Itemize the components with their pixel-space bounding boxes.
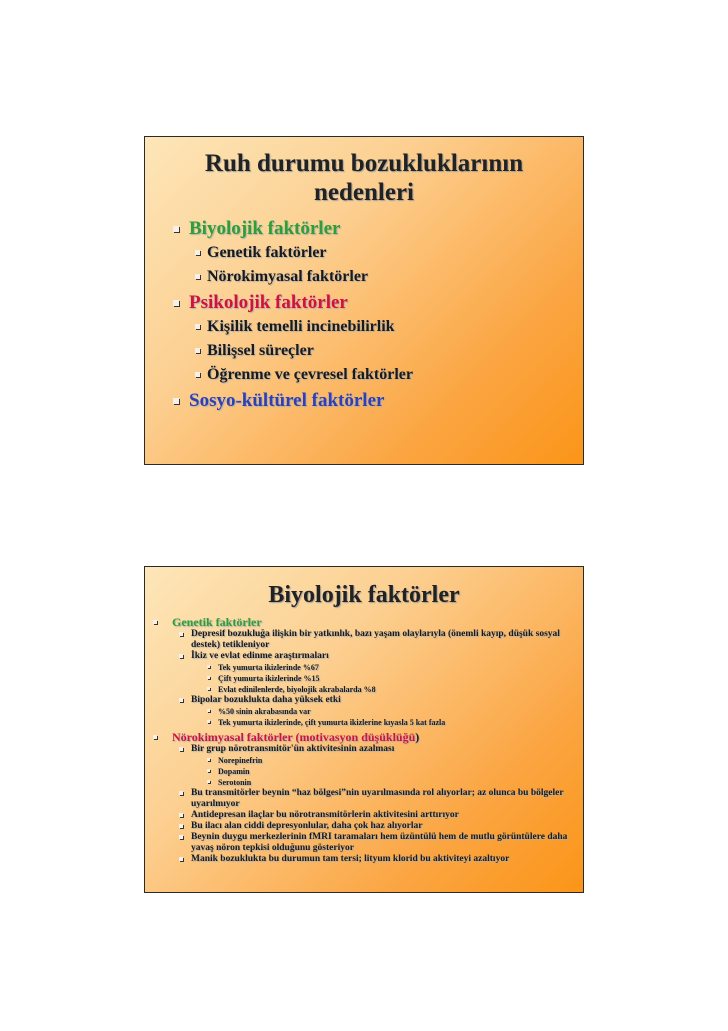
square-bullet-icon <box>173 226 179 232</box>
square-bullet-icon <box>179 698 183 702</box>
square-bullet-icon <box>207 780 210 783</box>
square-bullet-icon <box>195 250 200 255</box>
list-item-genetic: Genetik faktörler Depresif bozukluğa ilişkin bir yatkınlık, bazı yaşam olaylarıyla (önemli kayıp, düşük sosyal destek) tetikleniyor İkiz ve evlat edinme araştırmaları Tek yumurta ikizlerinde %67 Çift yumurta ikizlerinde %15 Evlat edinilenlerde, biyolojik akrabalarda %8 Bipolar bozuklukta daha yüksek etki %50 sinin akrabasında var Tek yumurta ikizlerinde, çift yumurta ikizlerine kıyasla 5 kat fazla <box>151 615 573 728</box>
square-bullet-icon <box>179 835 183 839</box>
title-line-1: Ruh durumu bozukluklarının <box>204 150 524 177</box>
sub-list <box>195 317 413 384</box>
list-item-sociocultural: Sosyo-kültürel faktörler <box>173 389 413 412</box>
list-item-psychological: Psikolojik faktörler Kişilik temelli incinebilirlik Bilişsel süreçler Öğrenme ve çevresel faktörler <box>173 291 413 384</box>
square-bullet-icon <box>195 348 200 353</box>
sub-sub-list <box>207 755 573 788</box>
list-item: Çift yumurta ikizlerinde %15 <box>207 673 573 684</box>
square-bullet-icon <box>195 274 200 279</box>
list-item: Bilişsel süreçler <box>195 341 413 360</box>
sub-list <box>179 629 573 728</box>
slide-causes-of-mood-disorders <box>144 136 584 465</box>
square-bullet-icon <box>179 632 183 636</box>
list-item: Öğrenme ve çevresel faktörler <box>195 365 413 384</box>
biological-factors-list <box>151 615 573 867</box>
list-item: İkiz ve evlat edinme araştırmaları Tek yumurta ikizlerinde %67 Çift yumurta ikizlerinde %15 Evlat edinilenlerde, biyolojik akrabalarda %8 <box>179 651 573 695</box>
list-item: Bu ilacı alan ciddi depresyonlular, daha çok haz alıyorlar <box>179 821 573 832</box>
square-bullet-icon <box>195 372 200 377</box>
square-bullet-icon <box>195 324 200 329</box>
neurochemical-label-suffix: ) <box>415 730 420 744</box>
list-item-neurochemical <box>151 730 573 865</box>
square-bullet-icon <box>179 654 183 658</box>
square-bullet-icon <box>179 824 183 828</box>
square-bullet-icon <box>173 300 179 306</box>
list-item: Kişilik temelli incinebilirlik <box>195 317 413 336</box>
list-item: Depresif bozukluğa ilişkin bir yatkınlık, bazı yaşam olaylarıyla (önemli kayıp, düşük sosyal destek) tetikleniyor <box>179 629 573 651</box>
list-item: Dopamin <box>207 766 573 777</box>
sub-sub-list <box>207 662 573 695</box>
list-item: Tek yumurta ikizlerinde, çift yumurta ikizlerine kıyasla 5 kat fazla <box>207 717 573 728</box>
square-bullet-icon <box>207 769 210 772</box>
slide-title <box>145 149 583 207</box>
square-bullet-icon <box>207 709 210 712</box>
sub-sub-list <box>207 706 573 728</box>
list-item: Bipolar bozuklukta daha yüksek etki %50 sinin akrabasında var Tek yumurta ikizlerinde, çift yumurta ikizlerine kıyasla 5 kat fazla <box>179 695 573 728</box>
list-item: Beynin duygu merkezlerinin fMRI taramaları hem üzüntülü hem de mutlu görüntülere daha yavaş nöron tepkisi olduğunu gösteriyor <box>179 832 573 854</box>
list-item-biological: Biyolojik faktörler Genetik faktörler Nörokimyasal faktörler <box>173 217 413 286</box>
sub-list <box>179 744 573 865</box>
list-item: Tek yumurta ikizlerinde %67 <box>207 662 573 673</box>
list-item: Bir grup nörotransmitör'ün aktivitesinin azalması Norepinefrin Dopamin Serotonin <box>179 744 573 788</box>
square-bullet-icon <box>179 857 183 861</box>
slide-biological-factors <box>144 566 584 893</box>
square-bullet-icon <box>153 620 157 624</box>
list-item: %50 sinin akrabasında var <box>207 706 573 717</box>
list-item: Antidepresan ilaçlar bu nörotransmitörlerin aktivitesini arttırıyor <box>179 810 573 821</box>
square-bullet-icon <box>179 747 183 751</box>
square-bullet-icon <box>153 735 157 739</box>
square-bullet-icon <box>173 398 179 404</box>
square-bullet-icon <box>179 813 183 817</box>
title-line-2: nedenleri <box>314 179 414 206</box>
square-bullet-icon <box>207 758 210 761</box>
sub-list <box>195 243 413 286</box>
list-item: Serotonin <box>207 777 573 788</box>
slide-title: Biyolojik faktörler <box>268 582 460 608</box>
square-bullet-icon <box>179 791 183 795</box>
list-item: Bu transmitörler beynin “haz bölgesi”nin uyarılmasında rol alıyorlar; az olunca bu bölgeler uyarılmıyor <box>179 788 573 810</box>
causes-list <box>173 217 413 412</box>
square-bullet-icon <box>207 687 210 690</box>
square-bullet-icon <box>207 665 210 668</box>
list-item: Norepinefrin <box>207 755 573 766</box>
square-bullet-icon <box>207 720 210 723</box>
list-item: Evlat edinilenlerde, biyolojik akrabalarda %8 <box>207 684 573 695</box>
list-item: Manik bozuklukta bu durumun tam tersi; lityum klorid bu aktiviteyi azaltıyor <box>179 854 573 865</box>
neurochemical-label: Nörokimyasal faktörler (motivasyon düşüklüğü <box>172 730 416 744</box>
square-bullet-icon <box>207 676 210 679</box>
list-item: Genetik faktörler <box>195 243 413 262</box>
list-item: Nörokimyasal faktörler <box>195 267 413 286</box>
